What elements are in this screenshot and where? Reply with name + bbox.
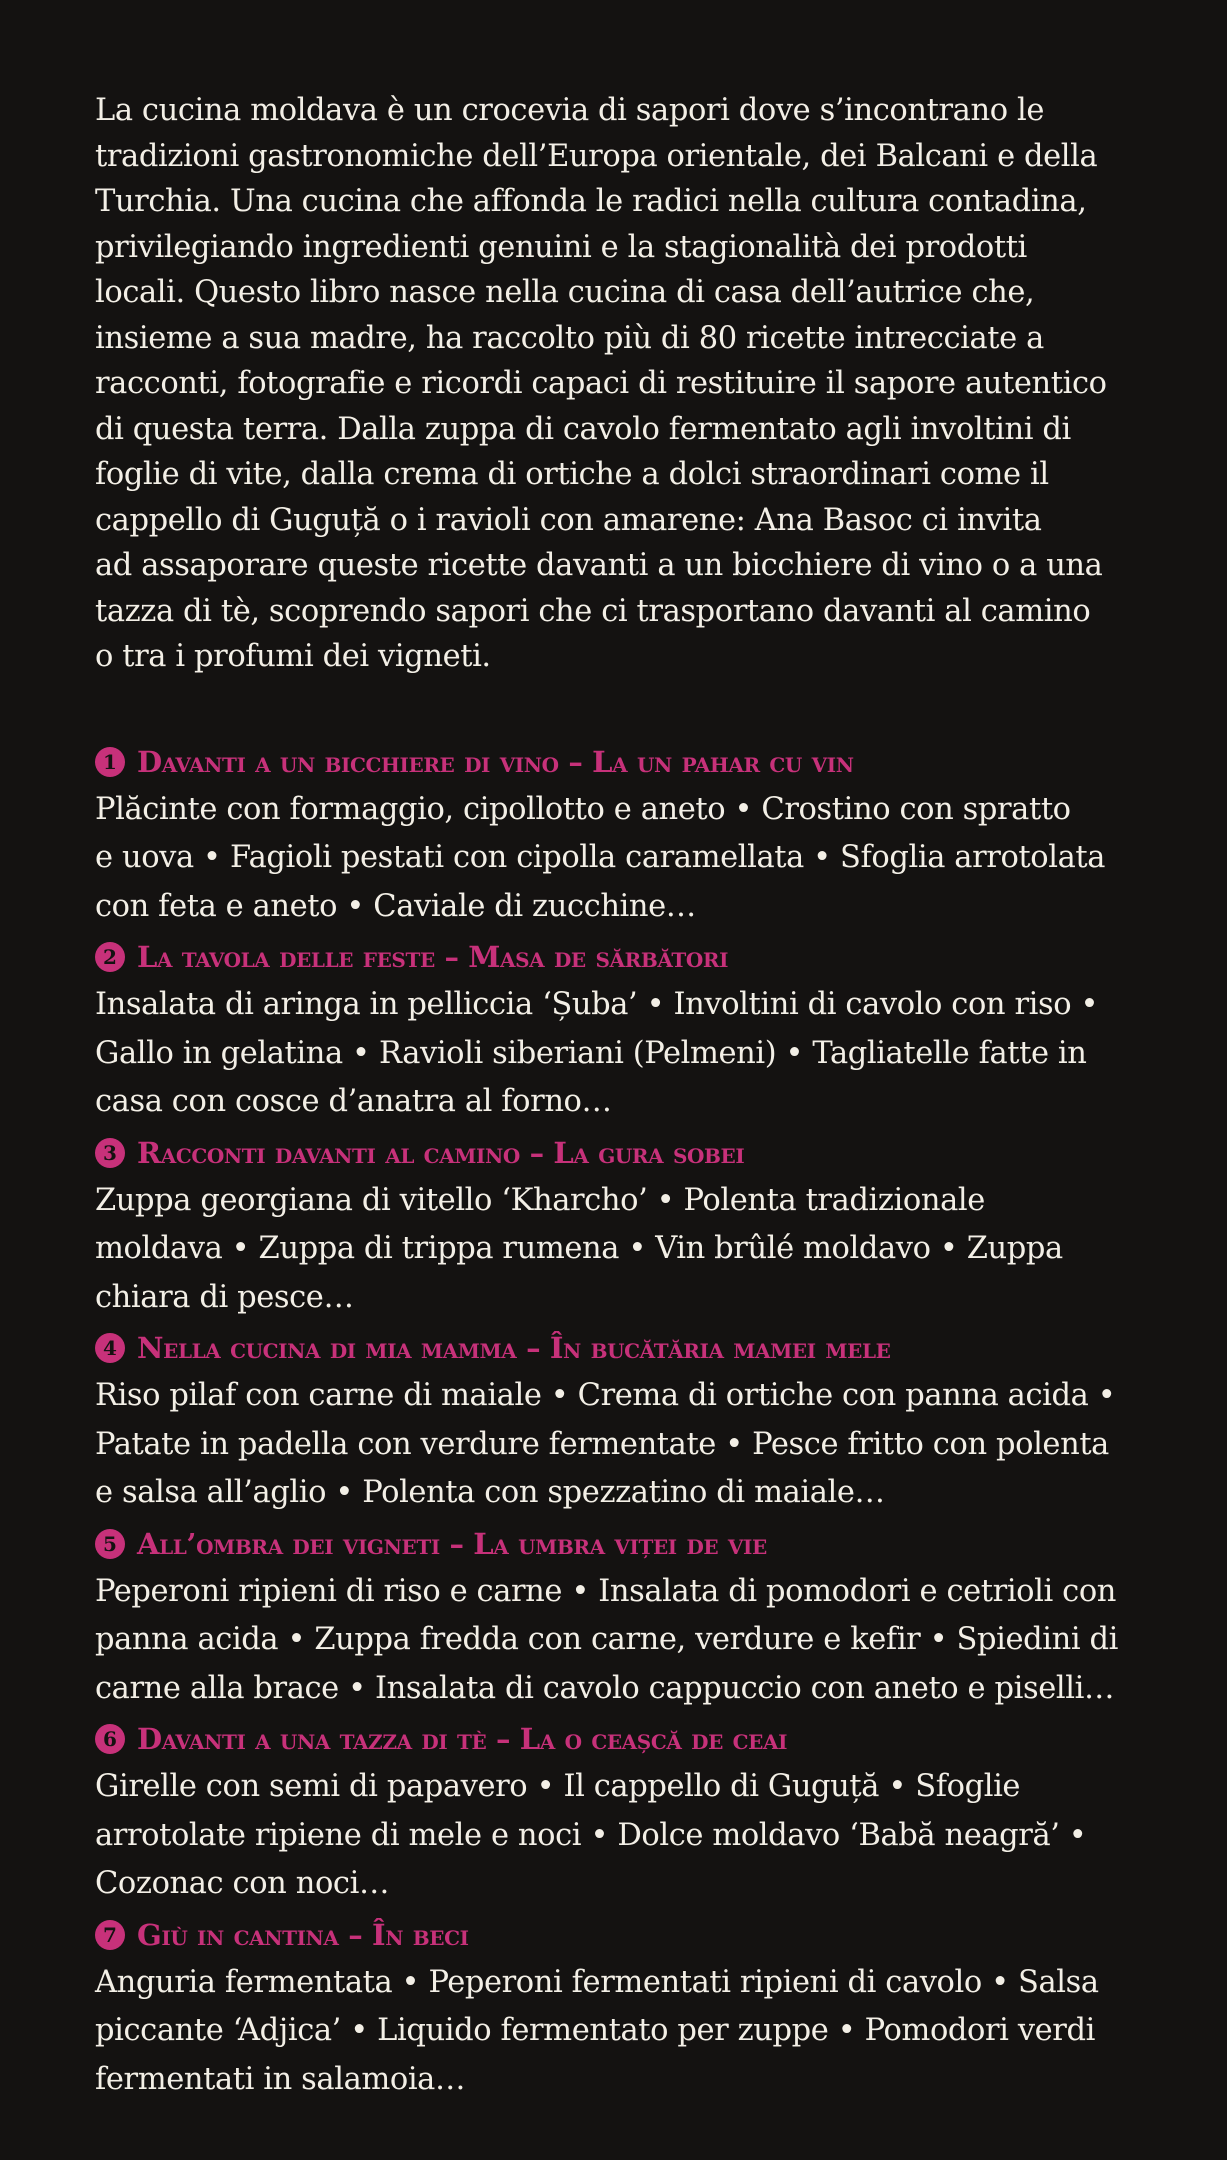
section-title: Davanti a una tazza di tè – La o ceașcă de ceai xyxy=(137,1722,788,1756)
section-title: Nella cucina di mia mamma – În bucătăria mamei mele xyxy=(137,1331,891,1365)
section-2 xyxy=(95,933,1167,1127)
section-heading xyxy=(95,933,1167,981)
section-heading xyxy=(95,738,1167,786)
section-number-badge: 7 xyxy=(95,1920,125,1950)
section-heading xyxy=(95,1520,1167,1568)
section-number-badge: 6 xyxy=(95,1724,125,1754)
section-heading xyxy=(95,1715,1167,1763)
section-heading xyxy=(95,1129,1167,1177)
section-5 xyxy=(95,1520,1167,1714)
section-recipes: Anguria fermentata • Peperoni fermentati ripieni di cavolo • Salsa piccante ‘Adjica’ • Liquido fermentato per zuppe • Pomodori verdi fermentati in salamoia… xyxy=(95,1964,1099,2097)
section-title: La tavola delle feste – Masa de sărbători xyxy=(137,940,729,974)
section-heading xyxy=(95,1911,1167,1959)
section-heading xyxy=(95,1324,1167,1372)
section-4 xyxy=(95,1324,1167,1518)
section-number-badge: 5 xyxy=(95,1529,125,1559)
section-title: Davanti a un bicchiere di vino – La un pahar cu vin xyxy=(137,744,854,779)
section-number-badge: 4 xyxy=(95,1333,125,1363)
section-number-badge: 2 xyxy=(95,942,125,972)
section-title: Giù in cantina – În beci xyxy=(137,1917,469,1952)
section-recipes: Girelle con semi di papavero • Il cappello di Guguță • Sfoglie arrotolate ripiene di mele e noci • Dolce moldavo ‘Babă neagră’ • Cozonac con noci… xyxy=(95,1769,1087,1901)
section-title: All’ombra dei vigneti – La umbra viței de vie xyxy=(137,1526,767,1561)
section-6 xyxy=(95,1715,1167,1909)
section-7 xyxy=(95,1911,1167,2105)
section-recipes: Riso pilaf con carne di maiale • Crema di ortiche con panna acida • Patate in padella con verdure fermentate • Pesce fritto con polenta e salsa all’aglio • Polenta con spezzatino di maiale… xyxy=(95,1378,1116,1510)
section-1 xyxy=(95,738,1167,932)
section-number-badge: 1 xyxy=(95,747,125,777)
section-recipes: Peperoni ripieni di riso e carne • Insalata di pomodori e cetrioli con panna acida • Zuppa fredda con carne, verdure e kefir • Spiedini di carne alla brace • Insalata di cavolo cappuccio con aneto e piselli… xyxy=(95,1573,1119,1706)
section-recipes: Plăcinte con formaggio, cipollotto e aneto • Crostino con spratto e uova • Fagioli pestati con cipolla caramellata • Sfoglia arrotolata con feta e aneto • Caviale di zucchine… xyxy=(95,791,1106,924)
section-3 xyxy=(95,1129,1167,1323)
section-recipes: Zuppa georgiana di vitello ‘Kharcho’ • Polenta tradizionale moldava • Zuppa di trippa rumena • Vin brûlé moldavo • Zuppa chiara di pesce… xyxy=(95,1182,1063,1315)
section-title: Racconti davanti al camino – La gura sobei xyxy=(137,1135,745,1170)
intro-paragraph: La cucina moldava è un crocevia di sapori dove s’incontrano le tradizioni gastronomiche dell’Europa orientale, dei Balcani e della Turchia. Una cucina che affonda le radici nella cultura contadina, privilegiando ingredienti genuini e la stagionalità dei prodotti locali. Questo libro nasce nella cucina di casa dell’autrice che, insieme a sua madre, ha raccolto più di 80 ricette intrecciate a racconti, fotografie e ricordi capaci di restituire il sapore autentico di questa terra. Dalla zuppa di cavolo fermentato agli involtini di foglie di vite, dalla crema di ortiche a dolci straordinari come il cappello di Guguță o i ravioli con amarene: Ana Basoc ci invita ad assaporare queste ricette davanti a un bicchiere di vino o a una tazza di tè, scoprendo sapori che ci trasportano davanti al camino o tra i profumi dei vigneti. xyxy=(95,93,1107,674)
section-recipes: Insalata di aringa in pelliccia ‘Șuba’ • Involtini di cavolo con riso • Gallo in gelatina • Ravioli siberiani (Pelmeni) • Tagliatelle fatte in casa con cosce d’anatra al forno… xyxy=(95,987,1099,1119)
section-number-badge: 3 xyxy=(95,1138,125,1168)
